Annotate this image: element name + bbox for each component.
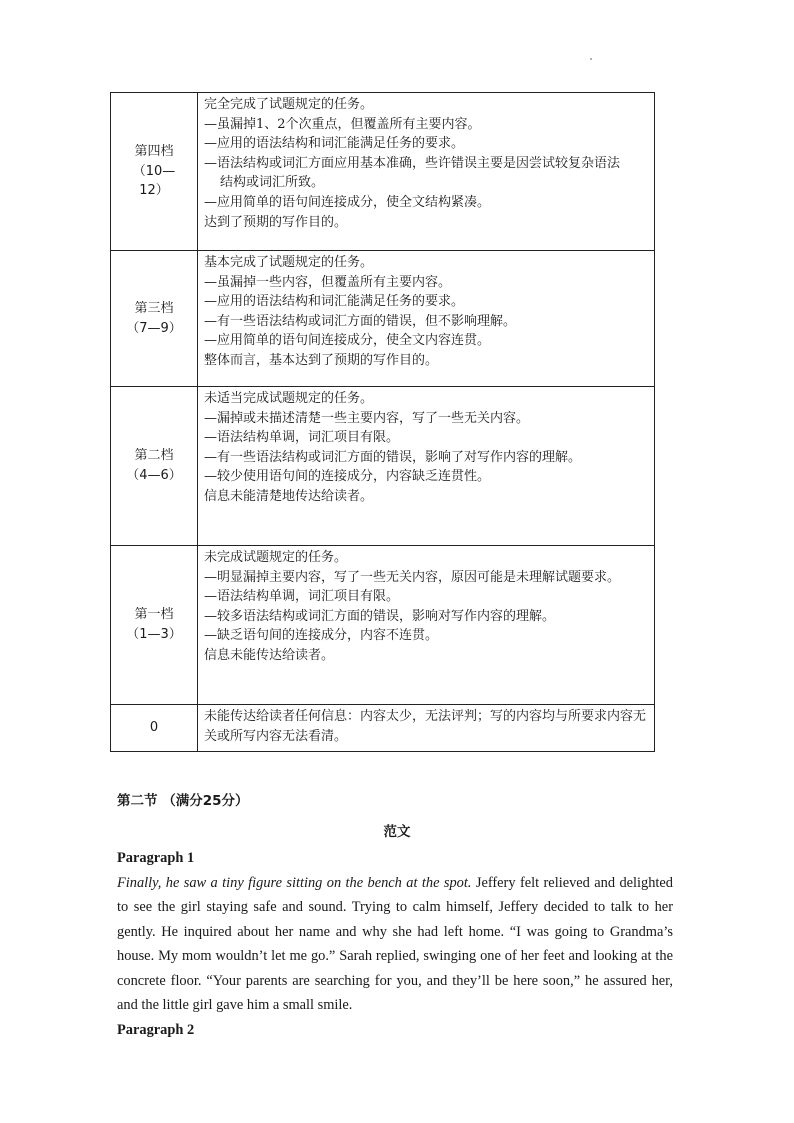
level-label: 第四档 [134, 144, 174, 160]
level-label: 第三档 [134, 300, 174, 316]
level-range: （4—6） [126, 468, 182, 483]
essay-title: 范文 [383, 824, 411, 840]
criteria-line: 基本完成了试题规定的任务。 [204, 255, 374, 270]
criteria-line: 未完成试题规定的任务。 [204, 550, 348, 565]
level-range: （10— [132, 163, 176, 179]
criteria-cell [198, 93, 655, 251]
paragraph-text [117, 871, 673, 1018]
paragraph-heading: Paragraph 2 [117, 1021, 195, 1038]
criteria-line: —较多语法结构或词汇方面的错误，影响对写作内容的理解。 [204, 608, 556, 624]
criteria-line: —有一些语法结构或词汇方面的错误，但不影响理解。 [204, 313, 517, 329]
table-row [111, 387, 655, 546]
level-label: 第一档 [134, 607, 174, 623]
criteria-line: —语法结构单调，词汇项目有限。 [204, 589, 400, 605]
criteria-line: —漏掉或未描述清楚一些主要内容，写了一些无关内容。 [204, 410, 530, 426]
grading-table [110, 92, 655, 752]
criteria-line: 达到了预期的写作目的。 [204, 214, 348, 230]
level-range: 12） [139, 183, 169, 199]
criteria-line: —虽漏掉一些内容，但覆盖所有主要内容。 [204, 274, 452, 290]
table-row [111, 546, 655, 705]
table-row [111, 705, 655, 752]
criteria-line: 整体而言，基本达到了预期的写作目的。 [204, 352, 439, 368]
table-row [111, 93, 655, 251]
level-range: （1—3） [126, 627, 182, 642]
level-label: 0 [149, 720, 159, 736]
table-row [111, 251, 655, 387]
level-cell [111, 705, 198, 752]
criteria-line: —语法结构或词汇方面应用基本准确，些许错误主要是因尝试较复杂语法 [204, 155, 621, 171]
level-cell [111, 251, 198, 387]
criteria-line: 未适当完成试题规定的任务。 [204, 391, 374, 406]
criteria-line: —应用的语法结构和词汇能满足任务的要求。 [204, 294, 465, 310]
paragraph-lead-sentence: Finally, he saw a tiny figure sitting on the bench at the spot. [117, 874, 472, 891]
criteria-line: —较少使用语句间的连接成分，内容缺乏连贯性。 [204, 469, 491, 485]
criteria-line: 未能传达给读者任何信息：内容太少，无法评判；写的内容均与所要求内容无关或所写内容无法看清。 [204, 709, 647, 744]
essay-body [117, 846, 673, 1042]
page-dot-mark [590, 58, 592, 60]
criteria-line: 结构或词汇所致。 [220, 175, 325, 191]
criteria-line: —虽漏掉1、2个次重点，但覆盖所有主要内容。 [204, 116, 481, 132]
criteria-line: 信息未能传达给读者。 [204, 647, 335, 663]
criteria-line: 信息未能清楚地传达给读者。 [204, 488, 374, 504]
criteria-line: 完全完成了试题规定的任务。 [204, 97, 374, 112]
criteria-cell [198, 705, 655, 752]
paragraph-heading: Paragraph 1 [117, 850, 195, 866]
level-range: （7—9） [126, 320, 182, 336]
criteria-line: —应用的语法结构和词汇能满足任务的要求。 [204, 136, 465, 152]
criteria-line: —缺乏语句间的连接成分，内容不连贯。 [204, 628, 439, 644]
criteria-line: —语法结构单调，词汇项目有限。 [204, 430, 400, 446]
criteria-line: —应用简单的语句间连接成分，使全文结构紧凑。 [204, 194, 491, 210]
level-cell [111, 93, 198, 251]
level-cell [111, 546, 198, 705]
paragraph-body-text: Jeffery felt relieved and delighted to see the girl staying safe and sound. Trying to calm himself, Jeffery decided to talk to her gently. He inquired about her name and why she had left home. “I was going to Grandma’s house. My mom wouldn’t let me go.” Sarah replied, swinging one of her feet and looking at the concrete floor. “Your parents are searching for you, and they’ll be here soon,” he assured her, and the little girl gave him a small smile. [117, 874, 673, 1013]
criteria-line: —有一些语法结构或词汇方面的错误，影响了对写作内容的理解。 [204, 449, 582, 465]
level-cell [111, 387, 198, 546]
criteria-cell [198, 387, 655, 546]
criteria-cell [198, 251, 655, 387]
criteria-cell [198, 546, 655, 705]
section-title: 第二节 （满分25分） [117, 793, 249, 809]
criteria-line: —明显漏掉主要内容，写了一些无关内容，原因可能是未理解试题要求。 [204, 569, 621, 585]
level-label: 第二档 [134, 448, 174, 464]
criteria-line: —应用简单的语句间连接成分，使全文内容连贯。 [204, 333, 491, 349]
